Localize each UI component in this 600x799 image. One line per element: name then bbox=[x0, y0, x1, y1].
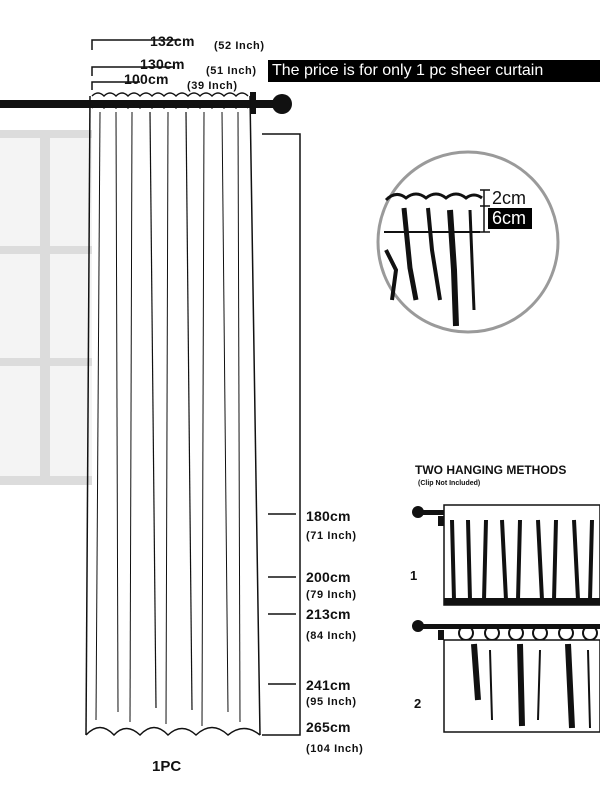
length-dimension-line bbox=[262, 134, 300, 735]
length-200-cm: 200cm bbox=[306, 569, 351, 585]
length-241-inch: (95 Inch) bbox=[306, 696, 357, 708]
methods-note: (Clip Not Included) bbox=[418, 480, 481, 487]
width-130-cm: 130cm bbox=[140, 56, 185, 72]
length-180-inch: (71 Inch) bbox=[306, 530, 357, 542]
length-213-inch: (84 Inch) bbox=[306, 630, 357, 642]
length-180-cm: 180cm bbox=[306, 508, 351, 524]
width-130-inch: (51 Inch) bbox=[206, 65, 257, 77]
length-265-inch: (104 Inch) bbox=[306, 743, 364, 755]
window-illustration bbox=[0, 130, 92, 485]
methods-title: TWO HANGING METHODS bbox=[415, 463, 567, 477]
method-1-illustration bbox=[412, 505, 600, 605]
length-200-inch: (79 Inch) bbox=[306, 589, 357, 601]
width-132-cm: 132cm bbox=[150, 33, 195, 49]
method-2-illustration bbox=[412, 620, 600, 732]
pocket-top-label: 2cm bbox=[492, 188, 527, 208]
width-100-cm: 100cm bbox=[124, 71, 169, 87]
width-100-inch: (39 Inch) bbox=[187, 80, 238, 92]
price-banner: The price is for only 1 pc sheer curtain bbox=[268, 60, 600, 82]
method-1-number: 1 bbox=[410, 568, 418, 583]
curtain-panel bbox=[86, 93, 260, 735]
length-265-cm: 265cm bbox=[306, 719, 351, 735]
length-213-cm: 213cm bbox=[306, 606, 351, 622]
length-241-cm: 241cm bbox=[306, 677, 351, 693]
rod-pocket-zoom bbox=[378, 152, 558, 332]
quantity-caption: 1PC bbox=[152, 758, 182, 775]
rod-pocket-label: 6cm bbox=[488, 208, 532, 229]
method-2-number: 2 bbox=[414, 696, 422, 711]
width-132-inch: (52 Inch) bbox=[214, 40, 265, 52]
